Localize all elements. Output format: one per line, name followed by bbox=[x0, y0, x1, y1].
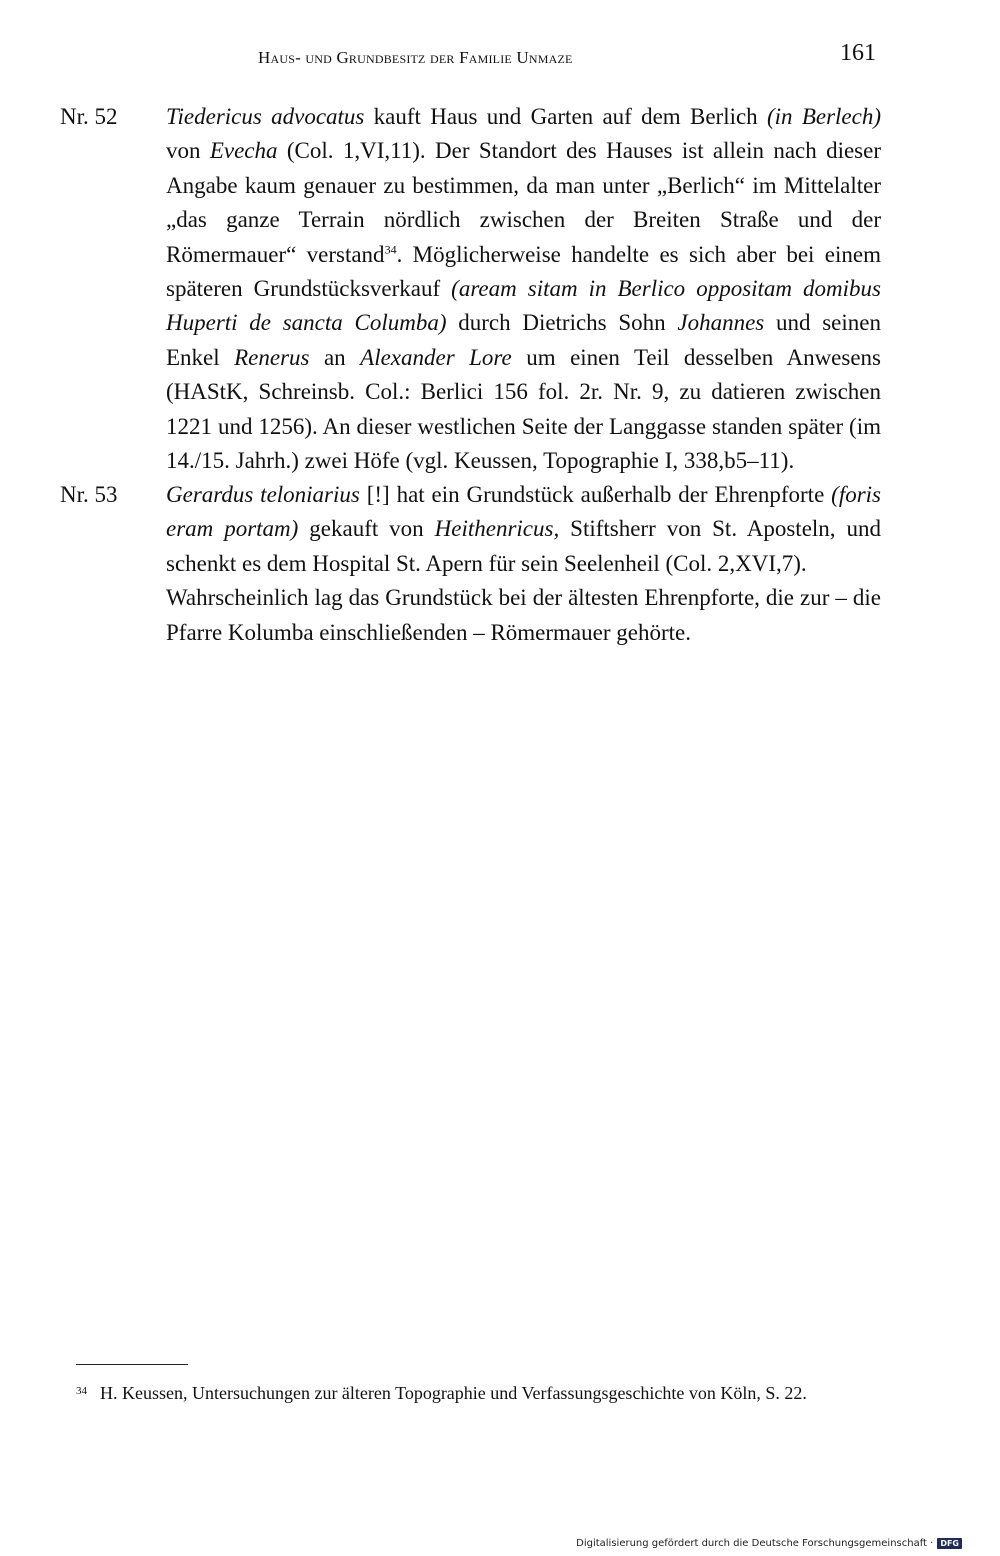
italic-span: Renerus bbox=[234, 344, 310, 370]
footnote-mark: 34 bbox=[76, 1385, 87, 1397]
entry-continuation: Wahrscheinlich lag das Grundstück bei der ältesten Ehrenpforte, die zur – die Pfarre Kolumba einschließenden – Römermauer gehörte. bbox=[166, 585, 881, 645]
dfg-logo: DFG bbox=[937, 1538, 962, 1549]
entry-label: Nr. 52 bbox=[60, 104, 118, 129]
page-number: 161 bbox=[840, 40, 876, 66]
italic-span: Evecha bbox=[209, 138, 278, 164]
footnote-text: H. Keussen, Untersuchungen zur älteren Topographie und Verfassungsgeschichte von Köln, S. 22. bbox=[100, 1383, 807, 1403]
italic-span: (aream sitam in Berlico oppositam domibus Huperti de sancta Columba) bbox=[166, 276, 881, 336]
italic-span: (in Berlech) bbox=[766, 104, 881, 129]
entry-label: Nr. 53 bbox=[60, 482, 118, 507]
italic-span: Tiedericus advocatus bbox=[166, 104, 365, 129]
entry-paragraph: Gerardus teloniarius [!] hat ein Grundstück außerhalb der Ehrenpforte (foris eram portam) gekauft von Heithenricus, Stiftsherr von St. Aposteln, und schenkt es dem Hospital St. Apern für sein Seelenheil (Col. 2,XVI,7). bbox=[166, 482, 881, 576]
italic-span: Heithenricus, bbox=[434, 516, 560, 542]
page-header bbox=[0, 40, 1000, 80]
running-title: Haus- und Grundbesitz der Familie Unmaze bbox=[258, 48, 573, 67]
italic-span: (foris eram portam) bbox=[166, 482, 881, 542]
footnote-rule bbox=[76, 1364, 188, 1365]
funding-text: Digitalisierung gefördert durch die Deutsche Forschungsgemeinschaft · bbox=[576, 1538, 934, 1549]
funding-note bbox=[576, 1538, 962, 1549]
entry-body bbox=[166, 478, 881, 650]
italic-span: Alexander Lore bbox=[360, 344, 512, 370]
footnote-reference: 34 bbox=[384, 241, 397, 256]
italic-span: Gerardus teloniarius bbox=[166, 482, 360, 507]
italic-span: Johannes bbox=[677, 310, 765, 336]
entry-body: Tiedericus advocatus kauft Haus und Garten auf dem Berlich (in Berlech) von Evecha (Col. 1,VI,11). Der Standort des Hauses ist allein nach dieser Angabe kaum genauer zu bestimmen, da man unter „Berlich“ im Mittelalter „das ganze Terrain nördlich zwischen der Breiten Straße und der Römermauer“ verstand$^{34}$. Möglicherweise handelte es sich aber bei einem späteren Grundstücksverkauf (aream sitam in Berlico oppositam domibus Huperti de sancta Columba) durch Dietrichs Sohn Johannes und seinen Enkel Renerus an Alexander Lore um einen Teil desselben Anwesens (HAStK, Schreinsb. Col.: Berlici 156 fol. 2r. Nr. 9, zu datieren zwischen 1221 und 1256). An dieser westlichen Seite der Langgasse standen später (im 14./15. Jahrh.) zwei Höfe (vgl. Keussen, Topographie I, 338,b5–11). bbox=[166, 104, 882, 474]
